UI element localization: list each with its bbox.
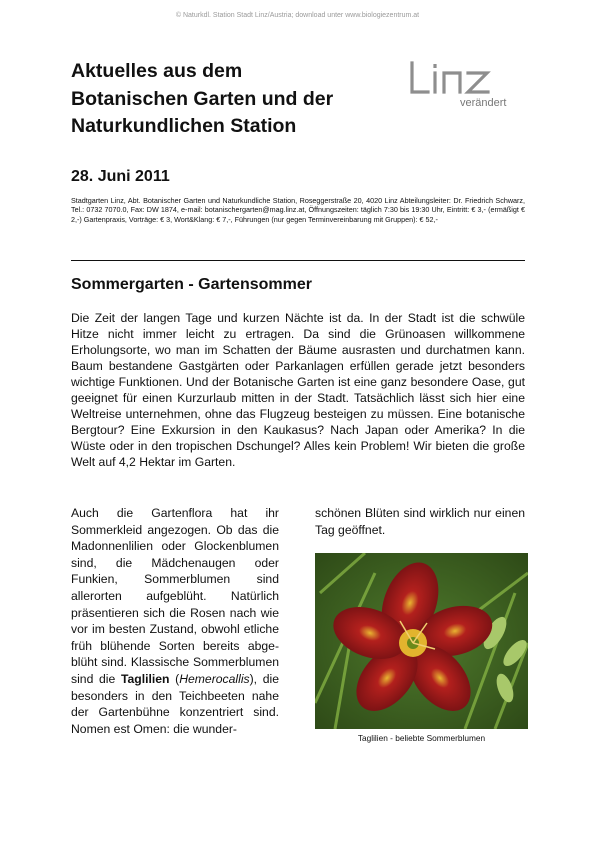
issue-date: 28. Juni 2011 [71, 168, 170, 185]
divider [71, 260, 525, 261]
copyright-note: © Naturkdl. Station Stadt Linz/Austria; download unter www.biologiezentrum.at [175, 12, 420, 19]
page-title [71, 58, 391, 141]
title-line: Naturkundlichen Station [71, 115, 297, 137]
text-run: ( [169, 671, 180, 686]
title-line: Aktuelles aus dem [71, 60, 243, 82]
intro-paragraph: Die Zeit der langen Tage und kurzen Nächte ist da. In der Stadt ist die schwüle Hitze nicht immer leicht zu ertragen. Da sind die Grünoasen willkommene Erholungsorte, wo man im Schatten der Bäume ausrasten und durchatmen kann. Baum bestandene Gastgärten oder Parkanlagen erfüllen gerade jetzt besonders wichtige Funktionen. Und der Botanische Garten ist eine ganz besondere Oase, gut geeignet für einen Kurzurlaub mitten in der Stadt. Tatsächlich lässt sich hier eine Weltreise unternehmen, ohne das Flugzeug besteigen zu müssen. Eine botanische Bergtour? Eine Exkursion in den Kaukasus? Nach Japan oder Amerika? In die Wüste oder in den tropischen Dschungel? Alles kein Problem! Wir bieten die große Welt auf 4,2 Hektar im Garten. [71, 311, 525, 469]
column-right-text: schönen Blüten sind wirklich nur einen Tag geöffnet. [315, 506, 525, 537]
bold-term: Taglilien [120, 671, 170, 686]
linz-logo [408, 60, 518, 110]
text-run: Auch die Gartenflora hat ihr Sommerkleid angezogen. Ob das die Madonnenlilien oder Glockenblumen sind, die Mädchenaugen oder Funkien, Sommerblumen sind allerorten aufgeblüht. Natürlich präsentieren sich die Rosen nach wie vor im besten Zustand, obwohl etliche früh blühende Sorten bereits abgeblüht sind. Klassische Sommerblumen sind die [71, 506, 279, 686]
title-line: Botanischen Garten und der [71, 87, 334, 110]
section-heading: Sommergarten - Gartensommer [71, 276, 312, 293]
contact-info: Stadtgarten Linz, Abt. Botanischer Garten und Naturkundliche Station, Roseggerstraße 20, 4020 Linz Abteilungsleiter: Dr. Friedrich Schwarz, Tel.: 0732 7070.0, Fax: DW 1874, e-mail: botanischergarten@mag.linz.at, Öffnungszeiten: täglich 7:30 bis 19:30 Uhr, Eintritt: € 3,- (ermäßigt € 2,-) Gartenpraxis, Vorträge: € 3, Wort&Klang: € 7,-, Führungen (nur gegen Terminvereinbarung mit Gruppen): € 52,- [71, 196, 525, 224]
text-run: ), die besonders in den Teichbeeten nahe der Gartenbühne konzentriert sind. Nomen est Omen: die wunder- [71, 671, 279, 736]
photo-caption: Taglilien - beliebte Sommerblumen [357, 733, 486, 743]
column-left-text [71, 505, 279, 737]
italic-term: Hemerocallis [179, 671, 250, 686]
daylily-photo [315, 553, 528, 729]
logo-tagline: verändert [460, 97, 507, 109]
